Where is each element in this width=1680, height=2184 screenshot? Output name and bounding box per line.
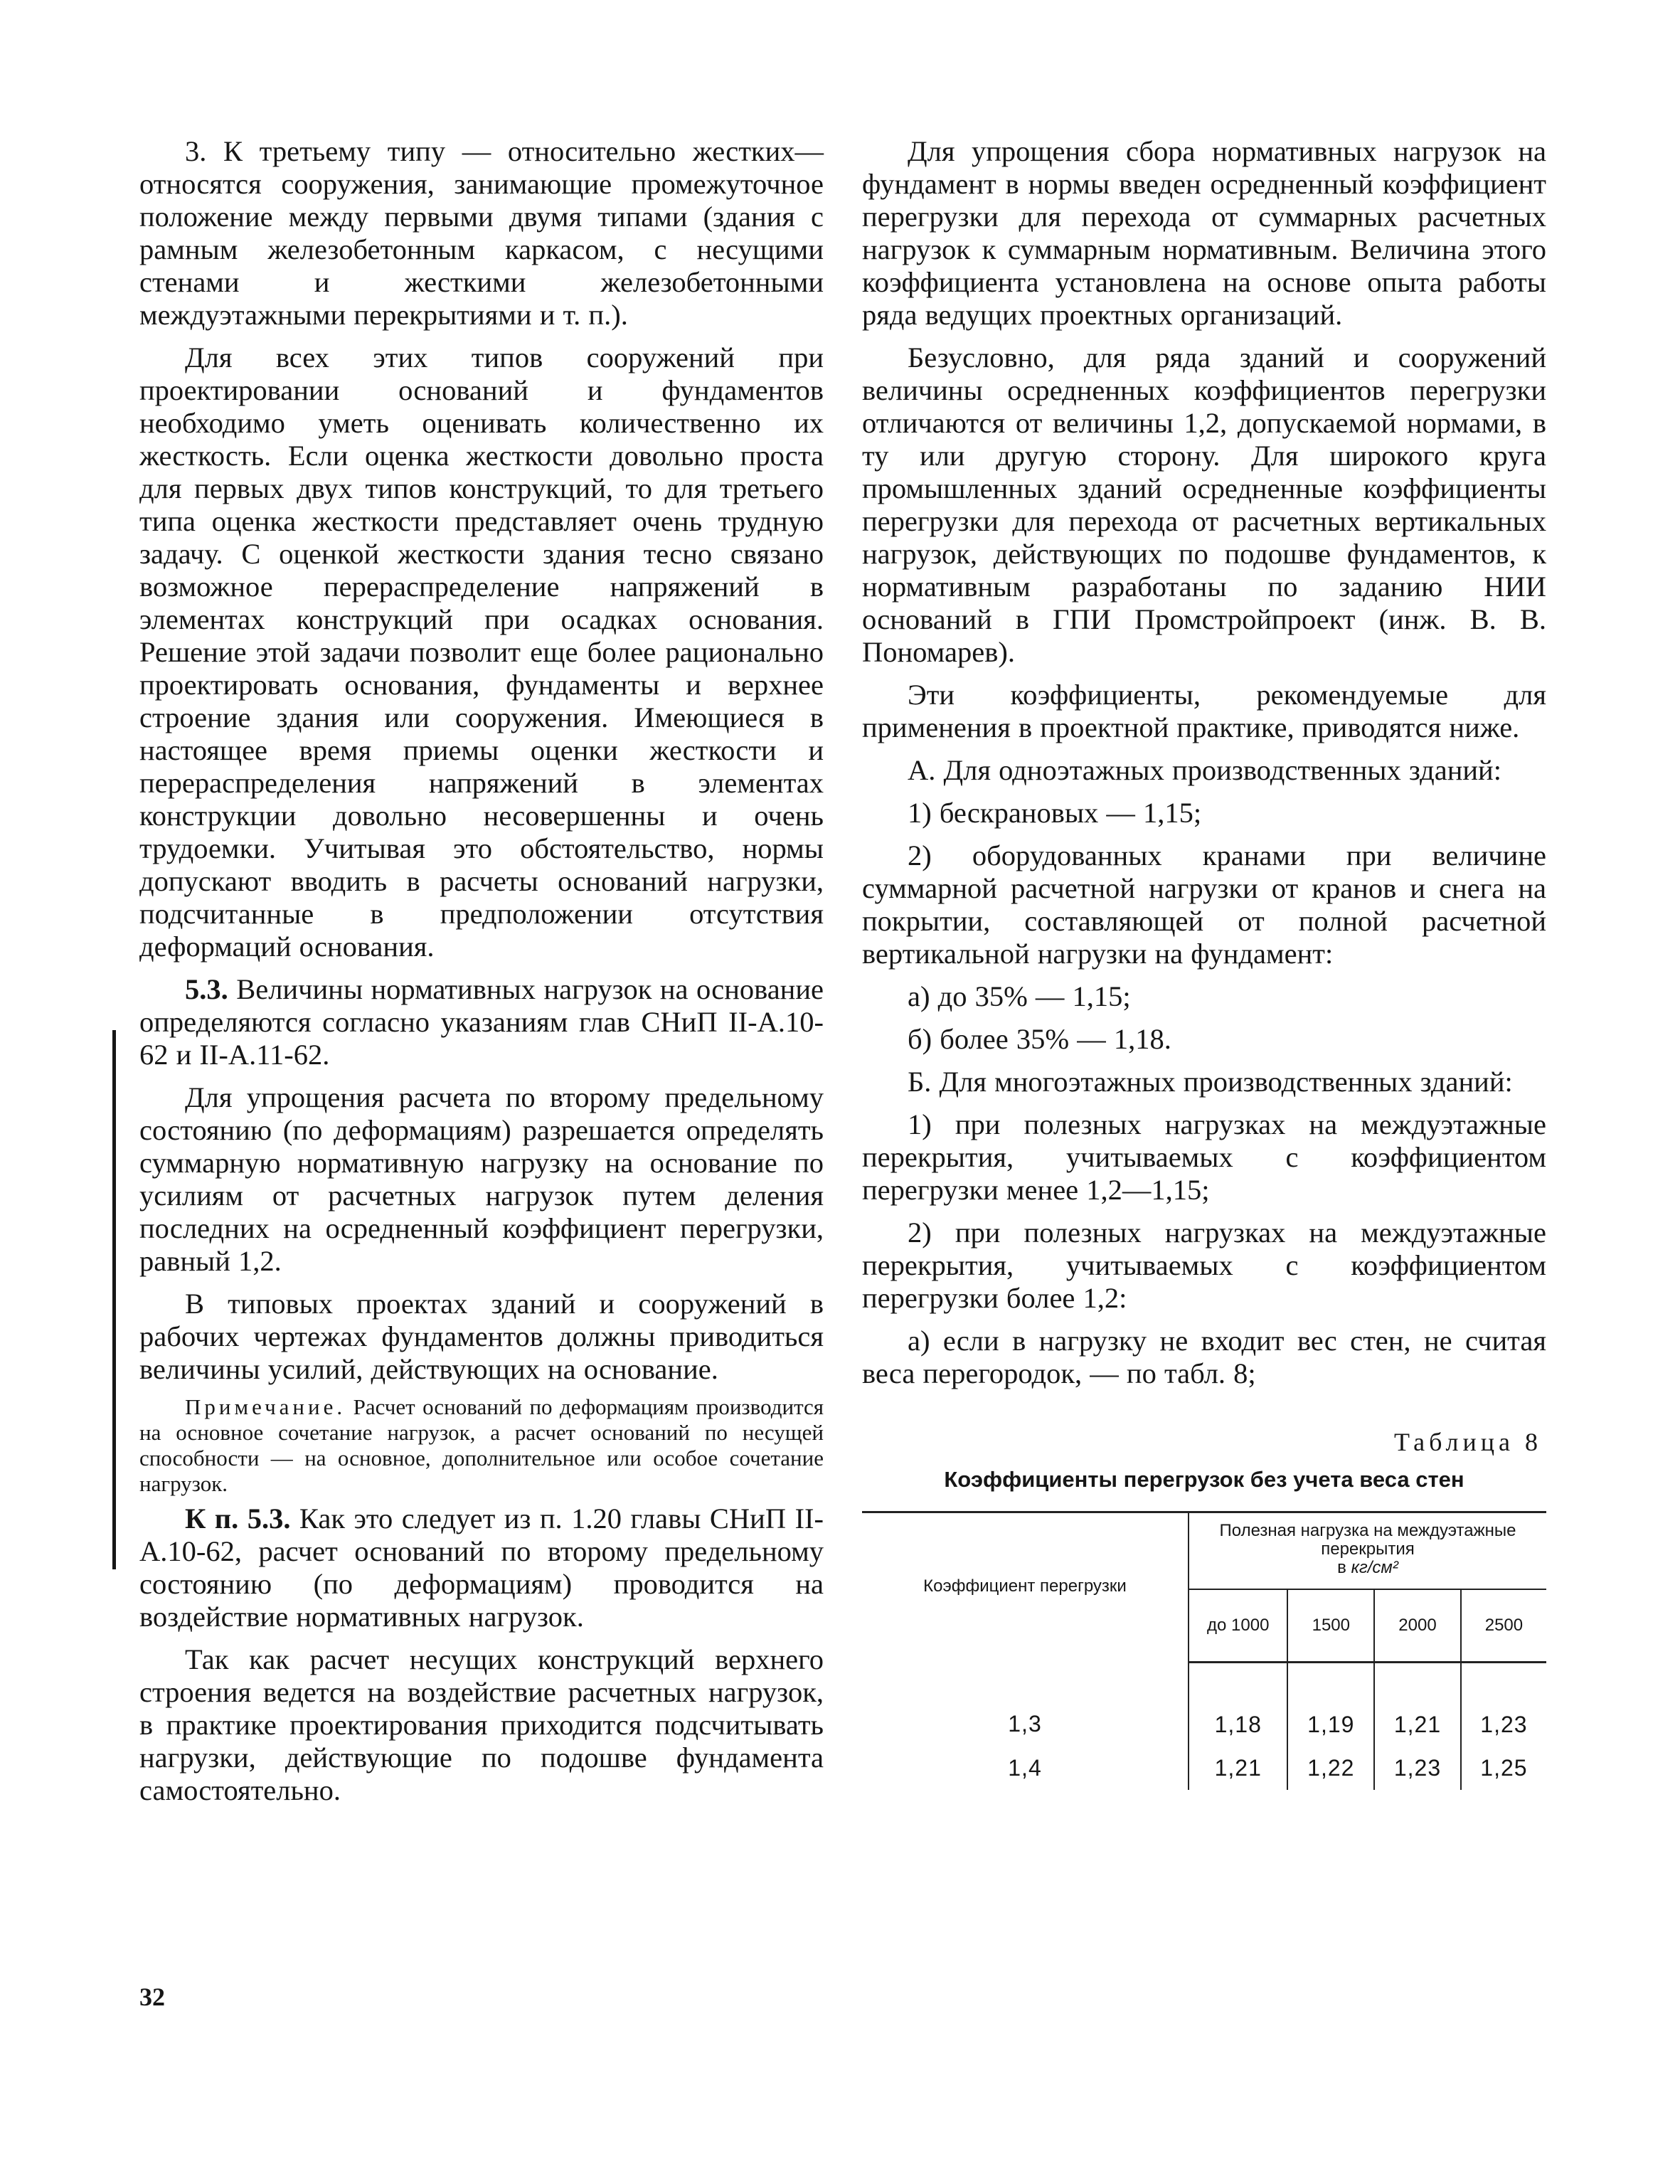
table-caption: Таблица 8 (1394, 1428, 1542, 1456)
list-item: б) более 35% — 1,18. (908, 1023, 1171, 1055)
paragraph: Для упрощения расчета по второму предельному состоянию (по деформациям) разрешается определять суммарную нормативную нагрузку на основание по усилиям от расчетных нагрузок путем деления последних на осредненный коэффициент перегрузки, равный 1,2. (139, 1081, 824, 1277)
table-row (862, 1663, 1546, 1747)
group-header-unit-prefix: в (1337, 1558, 1346, 1577)
paragraph: Для упрощения сбора нормативных нагрузок на фундамент в нормы введен осредненный коэффициент перегрузки для перехода от суммарных расчетных нагрузок к суммарным нормативным. Величина этого коэффициента установлена на основе опыта работы ряда ведущих проектных организаций. (862, 135, 1546, 331)
clause-5-3 (139, 973, 824, 1071)
column-header: 2500 (1461, 1589, 1546, 1663)
value-cell: 1,18 (1189, 1663, 1287, 1747)
list-item: 2) при полезных нагрузках на междуэтажные перекрытия, учитываемых с коэффициентом перегрузки более 1,2: (862, 1216, 1546, 1314)
column-header: 1500 (1287, 1589, 1374, 1663)
paragraph: Б. Для многоэтажных производственных зданий: (908, 1066, 1513, 1098)
value-cell: 1,23 (1461, 1663, 1546, 1747)
value-cell: 1,23 (1374, 1746, 1461, 1790)
list-item: а) до 35% — 1,15; (908, 980, 1131, 1012)
column-header: до 1000 (1189, 1589, 1287, 1663)
note-label: Примечание. (185, 1394, 346, 1419)
paragraph: Эти коэффициенты, рекомендуемые для применения в проектной практике, приводятся ниже. (862, 679, 1546, 743)
right-column (862, 135, 1546, 1790)
list-item: 2) оборудованных кранами при величине суммарной расчетной нагрузки от кранов и снега на покрытии, составляющей от полной расчетной вертикальной нагрузки на фундамент: (862, 839, 1546, 970)
paragraph: В типовых проектах зданий и сооружений в рабочих чертежах фундаментов должны приводиться величины усилий, действующих на основание. (139, 1288, 824, 1385)
group-header-text: Полезная нагрузка на междуэтажные перекрытия (1219, 1521, 1516, 1559)
value-cell: 1,25 (1461, 1746, 1546, 1790)
commentary-5-3 (139, 1502, 824, 1633)
value-cell: 1,21 (1189, 1746, 1287, 1790)
note-text: Расчет оснований по деформациям производится на основное сочетание нагрузок, а расчет оснований по несущей способности — на основное, дополнительное или особое сочетание нагрузок. (139, 1394, 824, 1496)
page-number: 32 (139, 1983, 165, 2011)
table-row (862, 1746, 1546, 1790)
value-cell: 1,19 (1287, 1663, 1374, 1747)
clause-number: 5.3. (185, 973, 228, 1005)
coefficient-cell: 1,3 (1008, 1711, 1042, 1737)
paragraph: Безусловно, для ряда зданий и сооружений величины осредненных коэффициентов перегрузки отличаются от величины 1,2, допускаемой нормами, в ту или другую сторону. Для широкого круга промышленных зданий осредненные коэффициенты перегрузки для перехода от расчетных вертикальных нагрузок, действующих по подошве фундаментов, к нормативным разработаны по заданию НИИ оснований в ГПИ Промстройпроект (инж. В. В. Пономарев). (862, 341, 1546, 668)
group-header (1189, 1512, 1546, 1590)
stub-header: Коэффициент перегрузки (862, 1512, 1189, 1663)
column-header: 2000 (1374, 1589, 1461, 1663)
value-cell: 1,22 (1287, 1746, 1374, 1790)
paragraph: А. Для одноэтажных производственных зданий: (908, 754, 1501, 786)
coefficient-cell: 1,4 (1008, 1755, 1042, 1781)
list-item: 1) при полезных нагрузках на междуэтажные перекрытия, учитываемых с коэффициентом перегрузки менее 1,2—1,15; (862, 1108, 1546, 1206)
note (139, 1394, 824, 1497)
coefficients-table (862, 1511, 1546, 1790)
table-header-row (862, 1512, 1546, 1590)
list-item: а) если в нагрузку не входит вес стен, не считая веса перегородок, — по табл. 8; (862, 1325, 1546, 1389)
clause-text: Величины нормативных нагрузок на основание определяются согласно указаниям глав СНиП II-А.10-62 и II-А.11-62. (139, 973, 824, 1071)
paragraph: 3. К третьему типу — относительно жестких— относятся сооружения, занимающие промежуточное положение между первыми двумя типами (здания с рамным железобетонным каркасом, с несущими стенами и жесткими железобетонными междуэтажными перекрытиями и т. п.). (139, 135, 824, 331)
value-cell: 1,21 (1374, 1663, 1461, 1747)
list-item: 1) бескрановых — 1,15; (908, 797, 1202, 829)
paragraph: Для всех этих типов сооружений при проектировании оснований и фундаментов необходимо уметь оценивать количественно их жесткость. Если оценка жесткости довольно проста для первых двух типов конструкций, то для третьего типа оценка жесткости представляет очень трудную задачу. С оценкой жесткости здания тесно связано возможное перераспределение напряжений в элементах конструкций при осадках основания. Решение этой задачи позволит еще более рационально проектировать основания, фундаменты и верхнее строение здания или сооружения. Имеющиеся в настоящее время приемы оценки жесткости и перераспределения напряжений в элементах конструкции довольно несовершенны и очень трудоемки. Учитывая это обстоятельство, нормы допускают вводить в расчеты оснований нагрузки, подсчитанные в предположении отсутствия деформаций основания. (139, 341, 824, 963)
commentary-heading: К п. 5.3. (185, 1502, 291, 1534)
commentary-text: Как это следует из п. 1.20 главы СНиП II-А.10-62, расчет оснований по второму предельному состоянию (по деформациям) проводится на воздействие нормативных нагрузок. (139, 1502, 824, 1633)
left-column (139, 135, 824, 1807)
margin-revision-bar (112, 1030, 116, 1569)
group-header-unit: кг/см² (1351, 1558, 1398, 1577)
paragraph: Так как расчет несущих конструкций верхнего строения ведется на воздействие расчетных нагрузок, в практике проектирования приходится подсчитывать нагрузки, действующие по подошве фундамента самостоятельно. (139, 1643, 824, 1806)
table-title: Коэффициенты перегрузок без учета веса стен (944, 1467, 1464, 1492)
